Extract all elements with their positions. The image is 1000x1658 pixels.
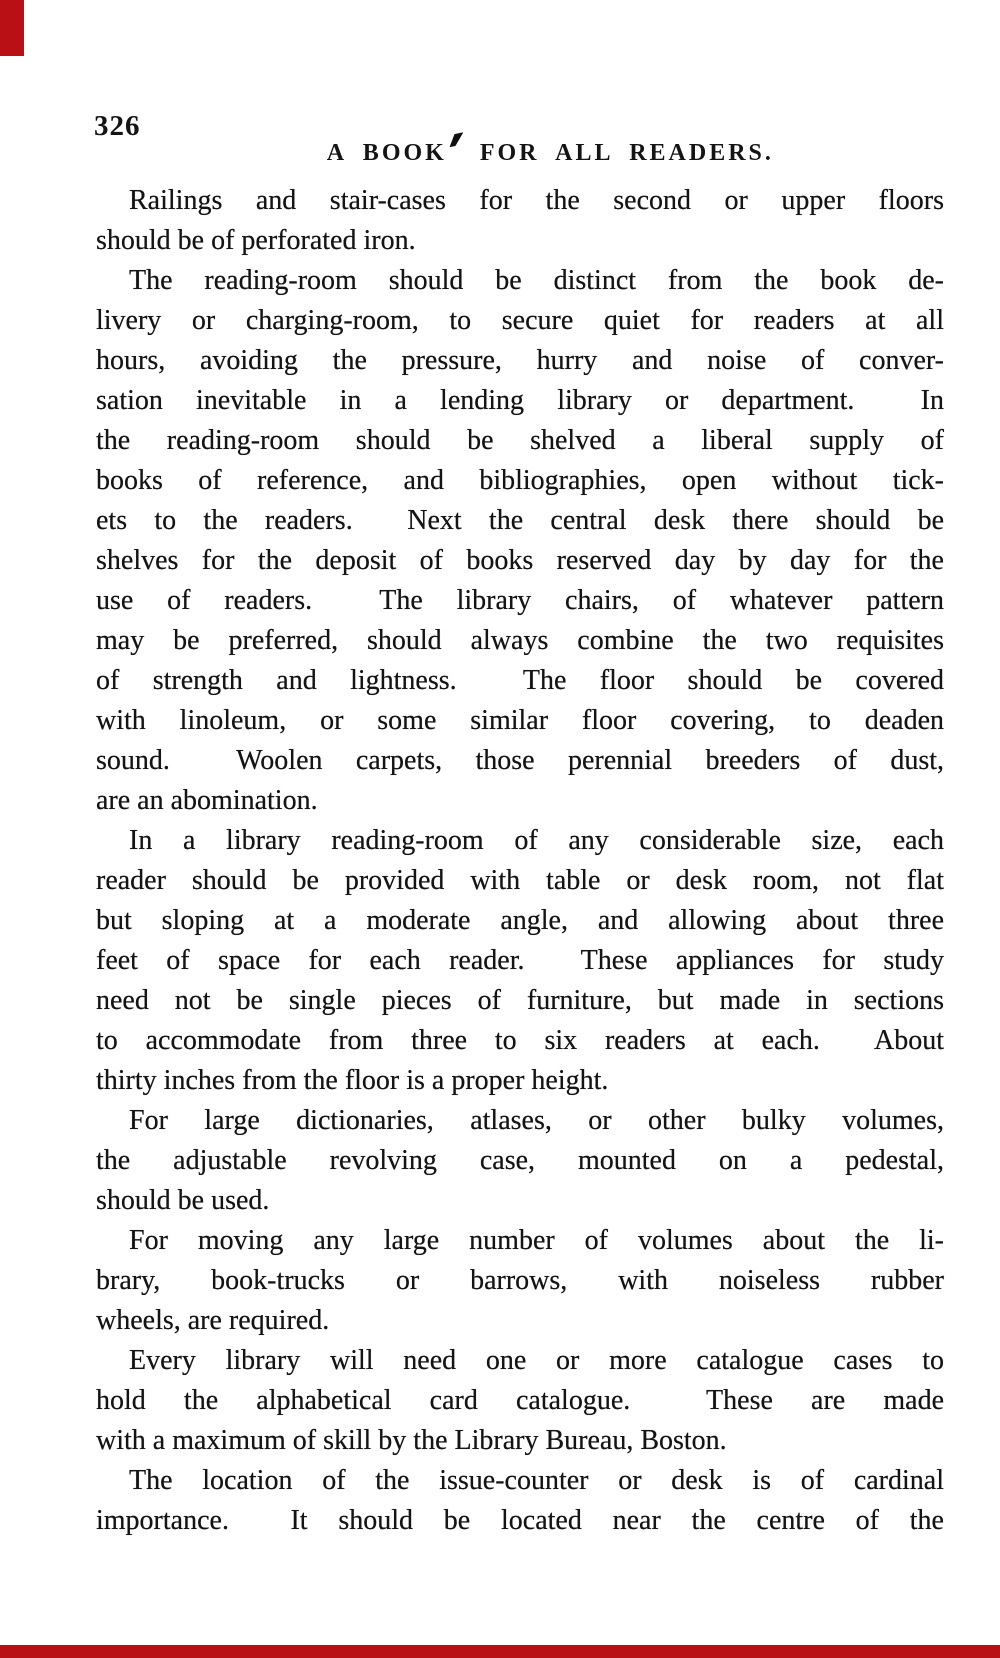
- text-line: may be preferred, should always combine the two requisites: [96, 625, 944, 656]
- text-line: In a library reading-room of any considerable size, each: [129, 825, 944, 856]
- text-line: The reading-room should be distinct from the book de-: [129, 265, 944, 296]
- text-line: reader should be provided with table or desk room, not flat: [96, 865, 944, 896]
- text-line: wheels, are required.: [96, 1305, 330, 1336]
- paragraph: [96, 821, 944, 1101]
- text-line: hold the alphabetical card catalogue. These are made: [96, 1385, 944, 1416]
- text-line: brary, book-trucks or barrows, with noiseless rubber: [96, 1265, 944, 1296]
- text-line: For moving any large number of volumes about the li-: [129, 1225, 944, 1256]
- scan-artifact-bottom-bar: [0, 1645, 1000, 1658]
- text-line: use of readers. The library chairs, of whatever pattern: [96, 585, 944, 616]
- text-line: livery or charging-room, to secure quiet for readers at all: [96, 305, 944, 336]
- ink-blot-mark: [447, 130, 463, 149]
- text-line: Railings and stair-cases for the second or upper floors: [129, 185, 944, 216]
- paragraph: [96, 1221, 944, 1341]
- page-number: 326: [94, 110, 141, 142]
- text-line: should be of perforated iron.: [96, 225, 416, 256]
- text-line: need not be single pieces of furniture, but made in sections: [96, 985, 944, 1016]
- text-line: ets to the readers. Next the central desk there should be: [96, 505, 944, 536]
- running-title-part2: FOR ALL READERS.: [462, 140, 774, 166]
- text-line: but sloping at a moderate angle, and allowing about three: [96, 905, 944, 936]
- paragraph: [96, 1341, 944, 1461]
- text-line: the adjustable revolving case, mounted on a pedestal,: [96, 1145, 944, 1176]
- text-line: shelves for the deposit of books reserved day by day for the: [96, 545, 944, 576]
- text-line: with linoleum, or some similar floor covering, to deaden: [96, 705, 944, 736]
- text-line: are an abomination.: [96, 785, 318, 816]
- text-line: sound. Woolen carpets, those perennial breeders of dust,: [96, 745, 944, 776]
- text-line: importance. It should be located near the centre of the: [96, 1505, 944, 1536]
- text-line: Every library will need one or more catalogue cases to: [129, 1345, 944, 1376]
- text-line: thirty inches from the floor is a proper height.: [96, 1065, 609, 1096]
- text-line: to accommodate from three to six readers at each. About: [96, 1025, 944, 1056]
- text-line: feet of space for each reader. These appliances for study: [96, 945, 944, 976]
- running-head: [0, 108, 1000, 166]
- paragraph: [96, 1101, 944, 1221]
- text-line: with a maximum of skill by the Library Bureau, Boston.: [96, 1425, 727, 1456]
- running-title-part1: A BOOK: [326, 140, 447, 166]
- paragraph: [96, 1461, 944, 1541]
- text-line: should be used.: [96, 1185, 270, 1216]
- text-line: For large dictionaries, atlases, or other bulky volumes,: [129, 1105, 944, 1136]
- text-line: books of reference, and bibliographies, open without tick-: [96, 465, 944, 496]
- text-line: sation inevitable in a lending library or department. In: [96, 385, 944, 416]
- paragraph: [96, 181, 944, 261]
- page-body-text: [96, 181, 944, 1541]
- text-line: the reading-room should be shelved a liberal supply of: [96, 425, 944, 456]
- scan-artifact-top-left-mark: [0, 0, 24, 56]
- paragraph: [96, 261, 944, 821]
- text-line: of strength and lightness. The floor should be covered: [96, 665, 944, 696]
- text-line: hours, avoiding the pressure, hurry and noise of conver-: [96, 345, 944, 376]
- text-line: The location of the issue-counter or desk is of cardinal: [129, 1465, 944, 1496]
